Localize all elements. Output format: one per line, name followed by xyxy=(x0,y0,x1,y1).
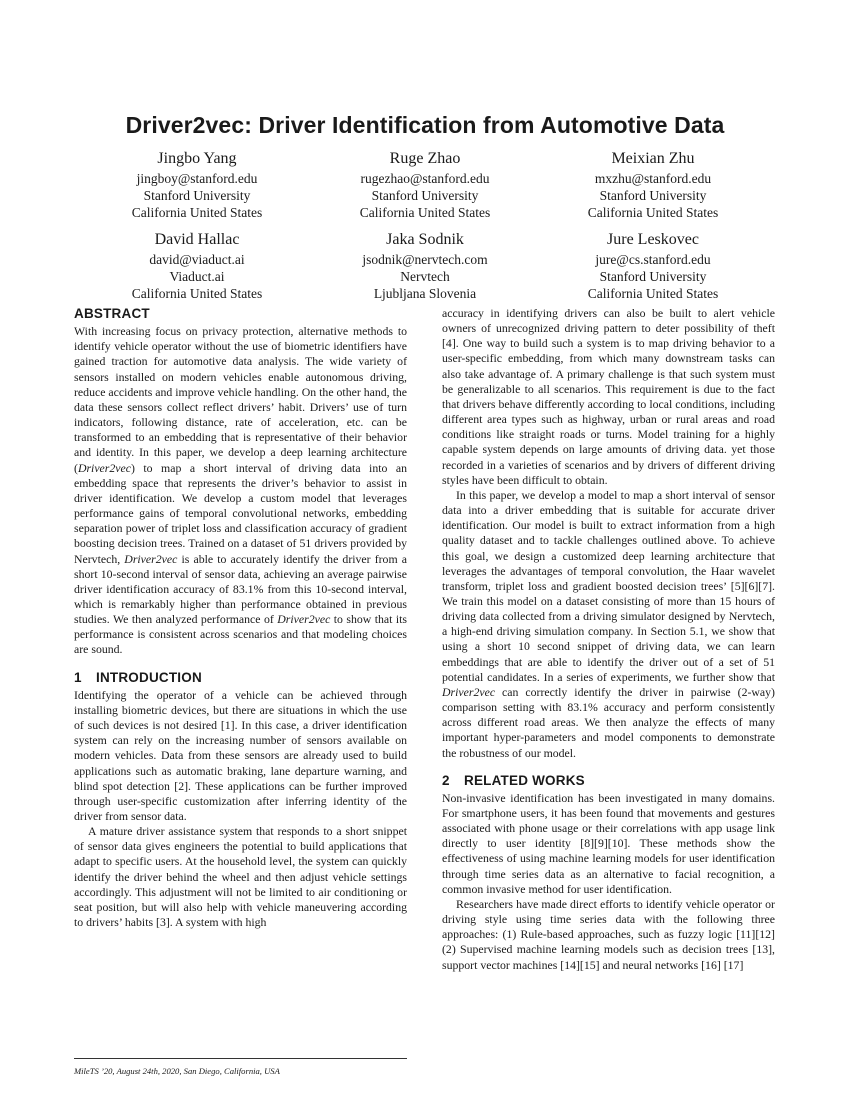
abstract-text: to show that its performance is consistent across scenarios and that modeling choices are sound. xyxy=(74,612,407,657)
author-location: California United States xyxy=(131,205,263,220)
abstract-text: ) to map a short interval of driving data into an embedding space that represents the driver’s behavior to assist in driver identification. We develop a custom model that leverages performance gains of temporal convolutional networks, embedding separation power of triplet loss and classification accuracy of gradient boosting decision trees. Trained on a dataset of 51 drivers provided by Nervtech, xyxy=(74,460,407,566)
author-name: Jaka Sodnik xyxy=(386,231,464,248)
abstract-emphasis: Driver2vec xyxy=(77,460,131,475)
author-location: California United States xyxy=(587,286,719,301)
author-card xyxy=(83,230,311,302)
author-affiliation: Nervtech xyxy=(400,269,450,284)
author-affiliation: Viaduct.ai xyxy=(169,269,225,284)
author-name: Meixian Zhu xyxy=(611,150,695,167)
author-name: Ruge Zhao xyxy=(389,150,461,167)
author-card xyxy=(311,149,539,221)
author-card xyxy=(311,230,539,302)
section-number: 2 xyxy=(442,772,450,788)
abstract-emphasis: Driver2vec xyxy=(124,551,178,566)
author-location: California United States xyxy=(359,205,491,220)
related-paragraph: Non-invasive identification has been investigated in many domains. For smartphone users, it has been found that movements and gestures associated with phone usage or their correlations with app usage link directly to user identity [8][9][10]. These methods show the effectiveness of using machine learning models for user identification through time series data as an alternative to facial recognition, a common invasive method for user identification. xyxy=(442,790,775,896)
author-row-1 xyxy=(83,149,767,221)
intro-paragraph: Identifying the operator of a vehicle can be achieved through installing biometric devices, but there are situations in which the use of such devices is not desired [1]. In this case, a driver identification system can rely on the increasing number of sensors available on modern vehicles. Data from these sensors are already used to build applications such as automatic braking, lane departure warning, and blind spot detection [2]. These applications can be further improved through user-specific customization after inferring identity of the driver from sensor data. xyxy=(74,687,407,823)
author-name: David Hallac xyxy=(154,231,240,248)
author-email: jure@cs.stanford.edu xyxy=(595,252,711,267)
abstract-heading: ABSTRACT xyxy=(74,306,150,321)
intro-heading xyxy=(74,670,407,685)
abstract-paragraph xyxy=(74,324,407,657)
intro-paragraph xyxy=(442,488,775,761)
author-block xyxy=(83,149,767,311)
intro-paragraph-continued: accuracy in identifying drivers can also be built to alert vehicle owners of unrecognized driving pattern to deter possibility of theft [4]. One way to build such a system is to map driving behavior to a user-specific embedding, from which many downstream tasks can also take advantage of. A primary challenge is that such system must be generalizable to all scenarios. This requirement is due to the fact that drivers behave differently according to local conditions, including different area types such as highway, urban or rural areas and road conditions like straight roads or turns. Model training for a highly capable system depends on large amounts of driving data. yet those recorded in a varieties of scenarios and by drivers of different driving styles have been difficult to obtain. xyxy=(442,306,775,487)
author-email: mxzhu@stanford.edu xyxy=(594,171,712,186)
intro-text: In this paper, we develop a model to map a short interval of sensor data into a driver embedding that is suitable for accurate driver identification. Our model is built to extract information from a high quality dataset and to tackle challenges outlined above. To achieve this goal, we design a customized deep learning architecture that leverages the advantages of temporal convolution, the Haar wavelet transform, triplet loss and gradient boosted decision trees’ [5][6][7]. We train this model on a dataset consisting of more than 15 hours of driving data collected from a driving simulator designed by Nervtech, a high-end driving simulation company. In Section 5.1, we show that using a short 10 second snippet of driving data, we can learn embeddings that are able to identify the driver out of a set of 51 potential candidates. In a series of experiments, we further show that xyxy=(442,487,775,684)
author-affiliation: Stanford University xyxy=(599,269,707,284)
venue-footnote: MileTS ’20, August 24th, 2020, San Diego, California, USA xyxy=(74,1066,280,1076)
section-gap xyxy=(74,658,407,670)
section-title: INTRODUCTION xyxy=(96,669,202,685)
right-column xyxy=(442,306,775,973)
author-location: California United States xyxy=(131,286,263,301)
author-location: California United States xyxy=(587,205,719,220)
footnote-rule xyxy=(74,1058,407,1059)
section-gap xyxy=(442,761,775,773)
intro-paragraph: A mature driver assistance system that responds to a short snippet of sensor data gives engineers the potential to build applications that adapt to specific users. At the household level, the system can quickly identify the driver behind the wheel and then adjust vehicle settings accordingly. This adjustment will not be limited to air conditioning or seat position, but will also help with vehicle maneuvering according to drivers’ habits [3]. A system with high xyxy=(74,824,407,930)
author-email: rugezhao@stanford.edu xyxy=(360,171,490,186)
author-email: david@viaduct.ai xyxy=(149,252,245,267)
intro-text: can correctly identify the driver in pairwise (2-way) comparison setting with 83.1% accuracy and perform consistently across different road areas. We then analyze the effects of many important hyper-parameters and model components to demonstrate the robustness of our model. xyxy=(442,684,775,760)
author-location: Ljubljana Slovenia xyxy=(373,286,477,301)
author-affiliation: Stanford University xyxy=(599,188,707,203)
author-card xyxy=(83,149,311,221)
related-paragraph: Researchers have made direct efforts to identify vehicle operator or driving style using time series data with the following three approaches: (1) Rule-based approaches, such as fuzzy logic [11][12] (2) Supervised machine learning models such as decision trees [13], support vector machines [14][15] and neural networks [16] [17] xyxy=(442,896,775,972)
author-name: Jingbo Yang xyxy=(157,150,237,167)
paper-title: Driver2vec: Driver Identification from Automotive Data xyxy=(125,112,725,138)
abstract-text: is able to accurately identify the driver from a short 10-second interval of sensor data, achieving an average pairwise driver identification accuracy of 83.1% from this 10-second interval, which is remarkably higher than performance obtained in previous studies. We then analyzed performance of xyxy=(74,551,407,627)
author-card xyxy=(539,230,767,302)
author-affiliation: Stanford University xyxy=(371,188,479,203)
author-affiliation: Stanford University xyxy=(143,188,251,203)
abstract-text: With increasing focus on privacy protection, alternative methods to identify vehicle operator without the use of biometric identifiers have gained traction for automotive data analysis. The wide variety of sensors installed on modern vehicles enable autonomous driving, reduce accidents and improve vehicle handling. On the other hand, the data these sensors collect reflect drivers’ habit. Drivers’ use of turn indicators, following distance, rate of acceleration, etc. can be transformed to an embedding that is representative of their behavior and identity. In this paper, we develop a deep learning architecture ( xyxy=(74,324,407,475)
related-heading xyxy=(442,773,775,788)
author-row-2 xyxy=(83,230,767,302)
section-number: 1 xyxy=(74,669,82,685)
abstract-emphasis: Driver2vec xyxy=(277,612,331,627)
author-card xyxy=(539,149,767,221)
intro-emphasis: Driver2vec xyxy=(442,684,496,699)
left-column xyxy=(74,306,407,930)
author-name: Jure Leskovec xyxy=(607,231,699,248)
author-email: jsodnik@nervtech.com xyxy=(362,252,488,267)
section-title: RELATED WORKS xyxy=(464,772,585,788)
author-email: jingboy@stanford.edu xyxy=(136,171,258,186)
